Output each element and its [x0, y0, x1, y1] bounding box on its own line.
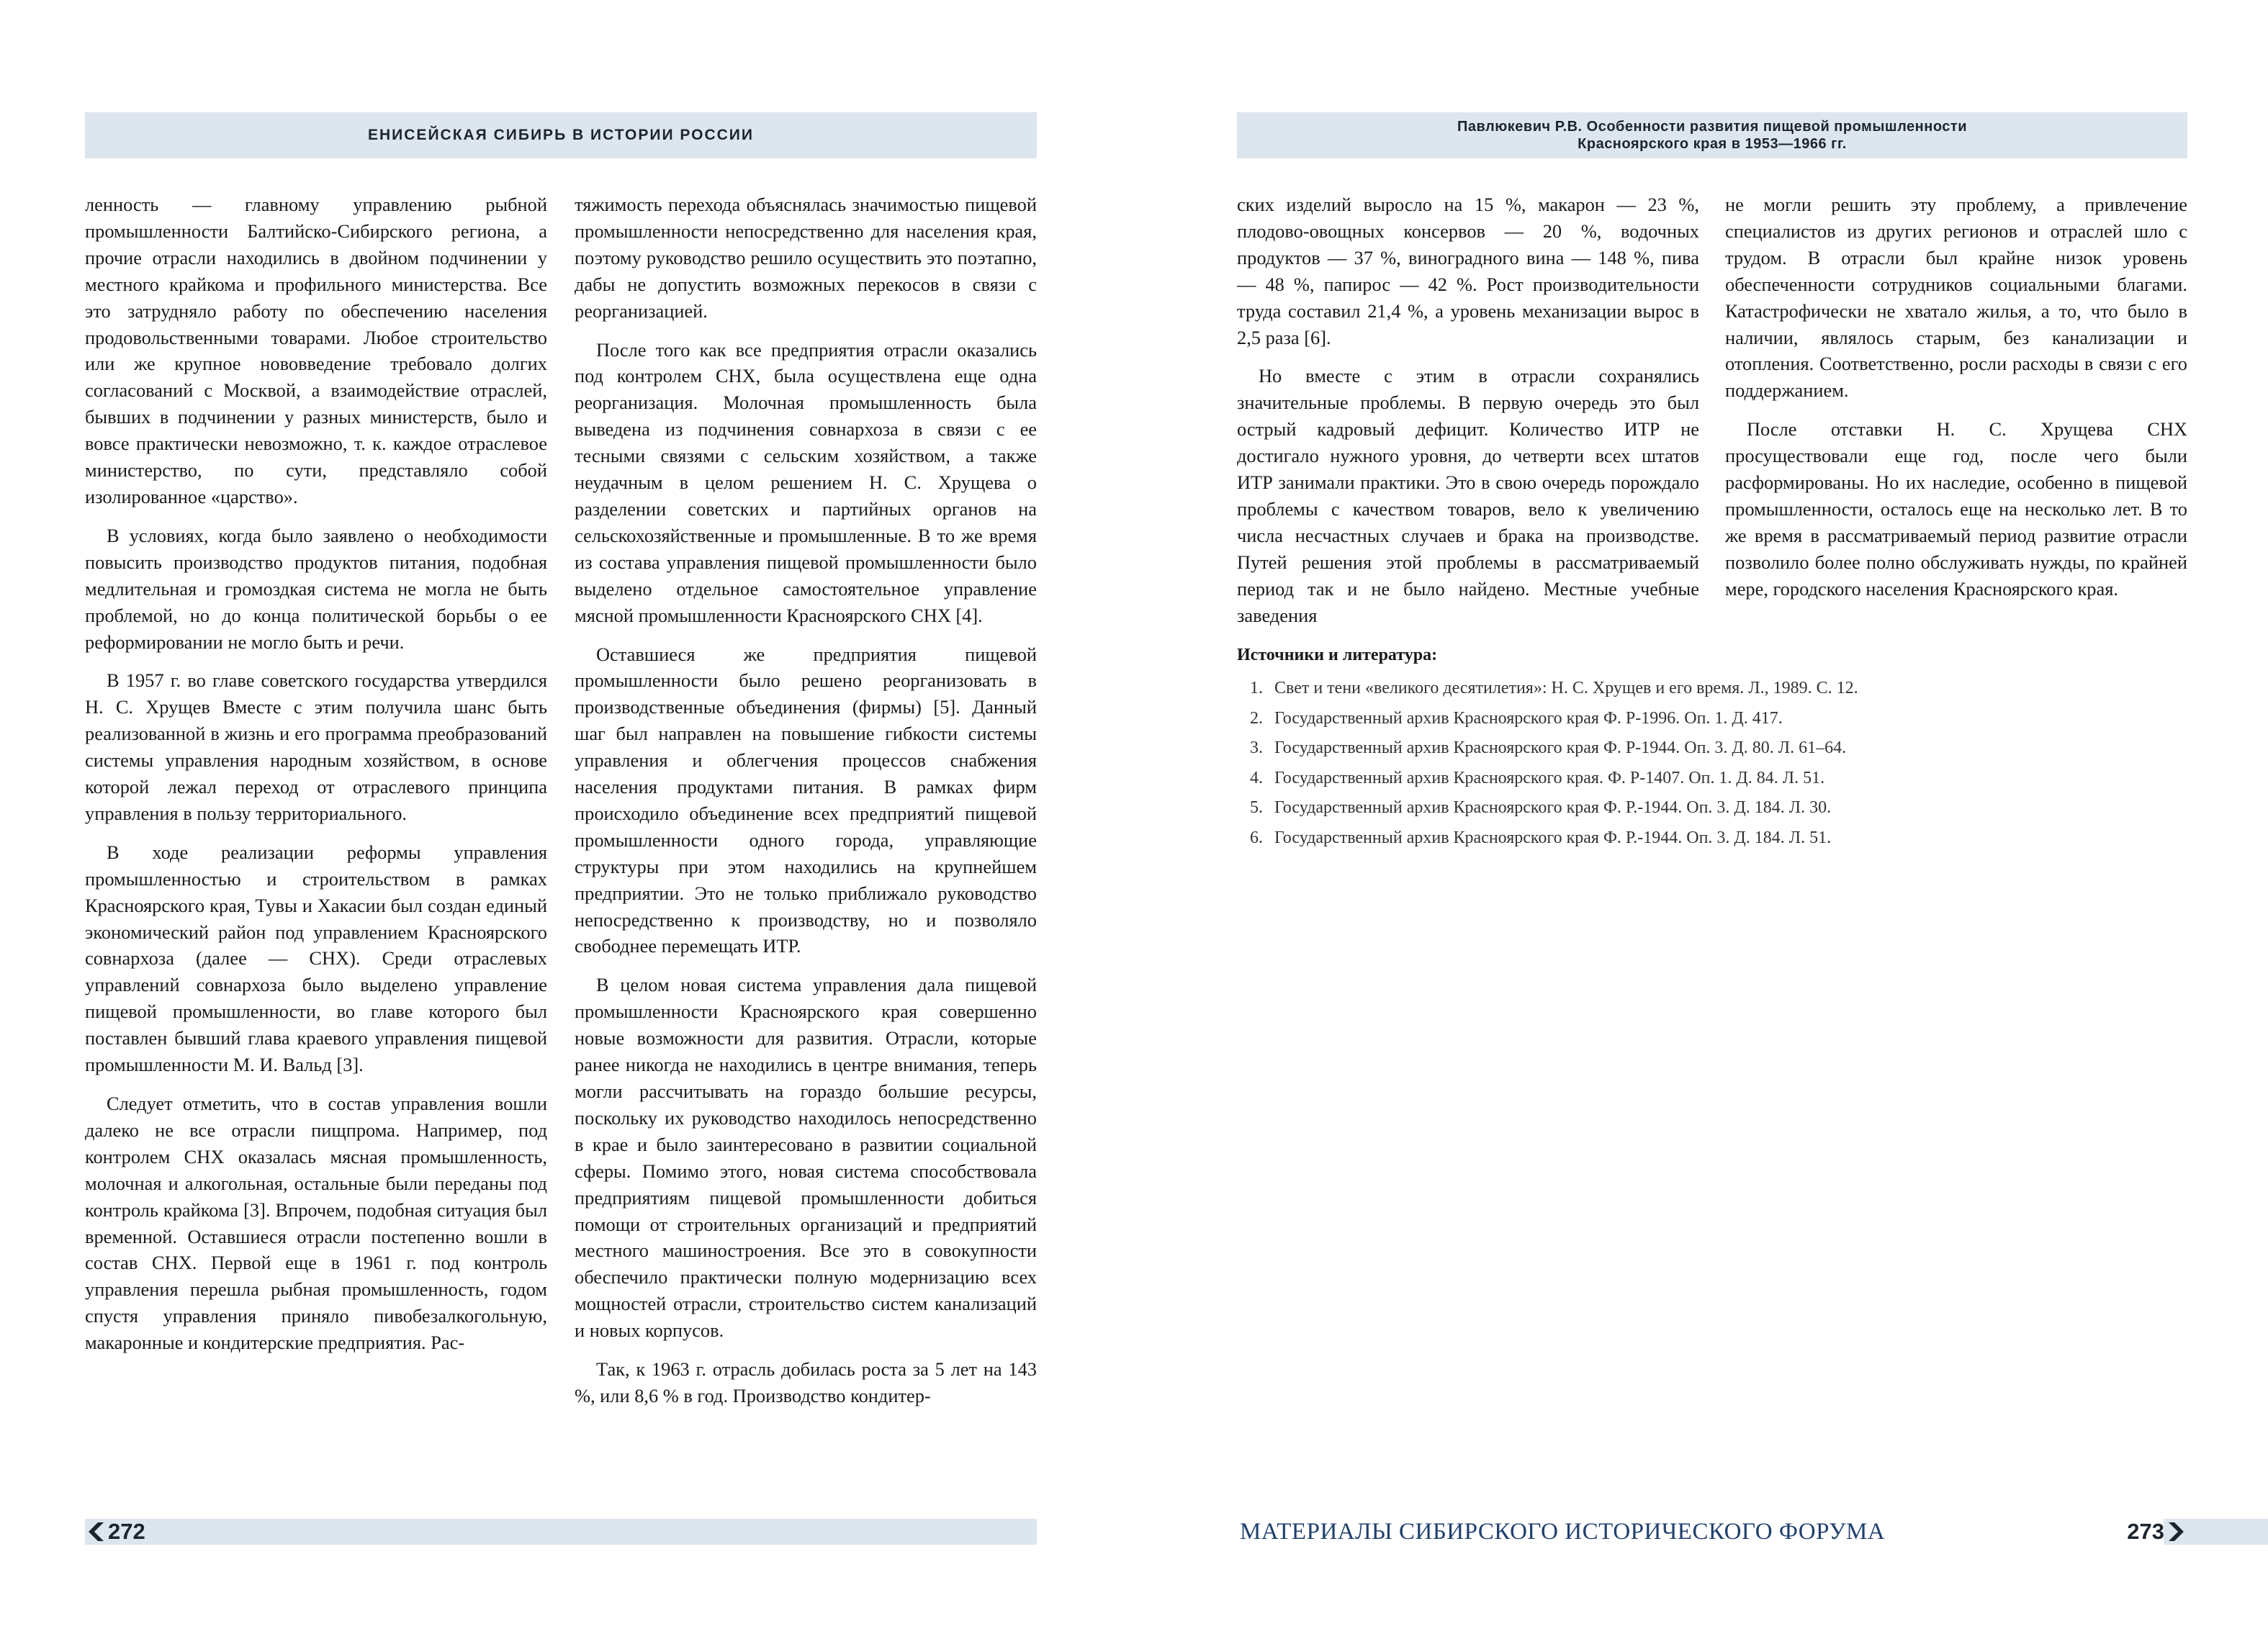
header-title: ЕНИСЕЙСКАЯ СИБИРЬ В ИСТОРИИ РОССИИ [368, 127, 754, 143]
paragraph: В ходе реализации реформы управления промышленностью и строительством в рамках Красноярского края, Тувы и Хакасии был создан единый экономический район под управлением Красноярского совнархоза (далее — СНХ). Среди отраслевых управлений совнархоза было выделено управление пищевой промышленности, во главе которого был поставлен бывший глава краевого управления пищевой промышленности М. И. Вальд [3]. [85, 841, 547, 1076]
page-number: 273 [2127, 1519, 2164, 1544]
source-item: 5. Государственный архив Красноярского края Ф. Р.-1944. Оп. 3. Д. 184. Л. 30. [1267, 793, 2187, 823]
source-item: 1. Свет и тени «великого десятилетия»: Н. С. Хрущев и его время. Л., 1989. С. 12. [1267, 674, 2187, 704]
page-footer [1237, 1519, 2187, 1545]
paragraph: не могли решить эту проблему, а привлечение специалистов из других регионов и отраслей шло с трудом. В отрасли был крайне низок уровень обеспеченности сотрудников социальными благами. Катастрофически не хватало жилья, а то, что было в наличии, являлось старым, без канализации и отопления. Соответственно, росли расходы в связи с его поддержанием. [1725, 194, 2187, 402]
paragraph: тяжимость перехода объяснялась значимостью пищевой промышленности непосредственно для населения края, поэтому руководство решило осуществить это поэтапно, дабы не допустить возможных перекосов в связи с реорганизацией. [575, 194, 1037, 322]
text-column [575, 191, 1037, 1422]
sources-list [1237, 674, 2187, 854]
source-item: 4. Государственный архив Красноярского края. Ф. Р-1407. Оп. 1. Д. 84. Л. 51. [1267, 764, 2187, 794]
paragraph: В 1957 г. во главе советского государства утвердился Н. С. Хрущев Вместе с этим получила шанс быть реализованной в жизнь и его программа преобразований системы управления народным хозяйством, в основе которой лежал переход от отраслевого принципа управления в пользу территориального. [85, 669, 547, 824]
running-header [85, 112, 1037, 158]
chevron-right-icon [2169, 1522, 2184, 1541]
source-item: 2. Государственный архив Красноярского края Ф. Р-1996. Оп. 1. Д. 417. [1267, 704, 2187, 734]
paragraph: ленность — главному управлению рыбной промышленности Балтийско-Сибирского региона, а прочие отрасли находились в двойном подчинении у местного крайкома и профильного министерства. Все это затрудняло работу по обеспечению населения продовольственными товарами. Любое строительство или же крупное нововведение требовало долгих согласований с Москвой, а взаимодействие отраслей, бывших в подчинении у разных министерств, было и вовсе практически невозможно, т. к. каждое отраслевое министерство, по сути, представляло собой изолированное «царство». [85, 194, 547, 507]
paragraph: В условиях, когда было заявлено о необходимости повысить производство продуктов питания, подобная медлительная и громоздкая система не могла не быть проблемой, но до конца политической борьбы о ее реформировании не могло быть и речи. [85, 524, 547, 653]
paragraph: ских изделий выросло на 15 %, макарон — 23 %, плодово-овощных консервов — 20 %, водочных продуктов — 37 %, виноградного вина — 148 %, пива — 48 %, папирос — 42 %. Рост производительности труда составил 21,4 %, а уровень механизации вырос в 2,5 раза [6]. [1237, 194, 1699, 348]
running-header [1237, 112, 2187, 158]
paragraph: Но вместе с этим в отрасли сохранялись значительные проблемы. В первую очередь это был острый кадровый дефицит. Количество ИТР не достигало нужного уровня, до четверти всех штатов ИТР занимали практики. Это в свою очередь порождало проблемы с качеством товаров, вело к увеличению числа несчастных случаев и брака на производстве. Путей решения этой проблемы в рассматриваемый период так и не было найдено. Местные учебные заведения [1237, 365, 1699, 626]
sources-section [1237, 641, 2187, 854]
publication-title: МАТЕРИАЛЫ СИБИРСКОГО ИСТОРИЧЕСКОГО ФОРУМА [1240, 1519, 1886, 1545]
paragraph: После того как все предприятия отрасли оказались под контролем СНХ, была осуществлена еще одна реорганизация. Молочная промышленность была выведена из подчинения совнархоза в связи с ее тесными связями с сельским хозяйством, а также неудачным в целом решением Н. С. Хрущева о разделении советских и партийных органов на сельскохозяйственные и промышленные. В то же время из состава управления пищевой промышленности было выделено отдельное самостоятельное управление мясной промышленности Красноярского СНХ [4]. [575, 338, 1037, 626]
page-footer [85, 1519, 1037, 1545]
paragraph: После отставки Н. С. Хрущева СНХ просуществовали еще год, после чего были расформированы. Но их наследие, особенно в пищевой промышленности, осталось еще на несколько лет. В то же время в рассматриваемый период развитие отрасли позволило более полно обслуживать нужды, по крайней мере, городского населения Красноярского края. [1725, 418, 2187, 600]
text-column [1237, 191, 1699, 641]
page-number: 272 [108, 1519, 145, 1544]
chevron-left-icon [88, 1522, 104, 1541]
text-column [85, 191, 547, 1368]
paragraph: Так, к 1963 г. отрасль добилась роста за 5 лет на 143 %, или 8,6 % в год. Производство кондитер- [575, 1358, 1037, 1406]
paragraph: Оставшиеся же предприятия пищевой промышленности было решено реорганизовать в производственные объединения (фирмы) [5]. Данный шаг был направлен на повышение гибкости системы управления и облегчения процессов снабжения населения продуктами питания. В рамках фирм происходило объединение всех предприятий пищевой промышленности одного города, управляющие структуры при этом находились на крупнейшем предприятии. Это не только приближало руководство непосредственно к производству, но и позволяло свободнее перемещать ИТР. [575, 643, 1037, 957]
text-column [1725, 191, 2187, 615]
sources-title: Источники и литература: [1237, 646, 1438, 664]
header-author-title: Павлюкевич Р.В. Особенности развития пищевой промышленности [1457, 119, 1967, 135]
source-item: 6. Государственный архив Красноярского края Ф. Р.-1944. Оп. 3. Д. 184. Л. 51. [1267, 823, 2187, 854]
header-subtitle: Красноярского края в 1953—1966 гг. [1578, 136, 1847, 152]
right-page [1134, 0, 2268, 1644]
paragraph: В целом новая система управления дала пищевой промышленности Красноярского края совершенно новые возможности для развития. Отрасли, которые ранее никогда не находились в центре внимания, теперь могли рассчитывать на гораздо большие ресурсы, поскольку их руководство находилось непосредственно в крае и было заинтересовано в развитии социальной сферы. Помимо этого, новая система способствовала предприятиям пищевой промышленности добиться помощи от строительных организаций и предприятий местного машиностроения. Все это в совокупности обеспечило практически полную модернизацию всех мощностей отрасли, строительство систем канализаций и новых корпусов. [575, 974, 1037, 1342]
paragraph: Следует отметить, что в состав управления вошли далеко не все отрасли пищпрома. Например, под контролем СНХ оказалась мясная промышленность, молочная и алкогольная, остальные были переданы под контроль крайкома [3]. Впрочем, подобная ситуация был временной. Оставшиеся отрасли постепенно вошли в состав СНХ. Первой еще в 1961 г. под контроль управления перешла рыбная промышленность, годом спустя управления приняло пивобезалкогольную, макаронные и кондитерские предприятия. Рас- [85, 1093, 547, 1354]
source-item: 3. Государственный архив Красноярского края Ф. Р-1944. Оп. 3. Д. 80. Л. 61–64. [1267, 733, 2187, 764]
